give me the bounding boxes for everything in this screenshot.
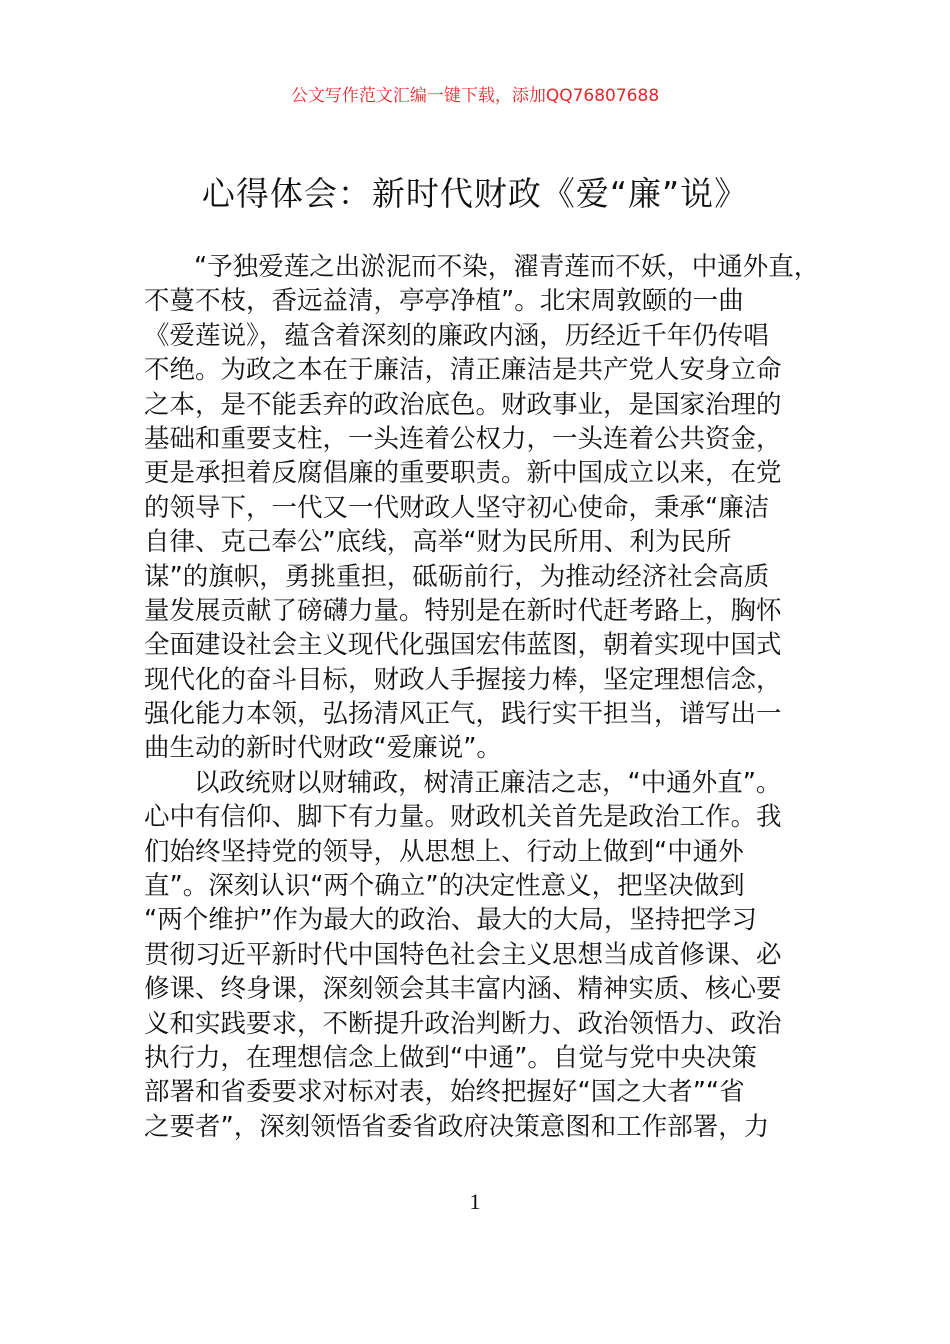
paragraph-1-line: 量发展贡献了磅礴力量。特别是在新时代赶考路上，胸怀 [144, 595, 782, 626]
paragraph-1-line: 基础和重要支柱，一头连着公权力，一头连着公共资金， [144, 423, 782, 454]
paragraph-1-line: 现代化的奋斗目标，财政人手握接力棒，坚定理想信念， [144, 664, 782, 695]
document-title: 心得体会：新时代财政《爱“廉”说》 [201, 174, 749, 213]
paragraph-2-line: 直”。深刻认识“两个确立”的决定性意义，把坚决做到 [144, 871, 745, 902]
document-body [144, 250, 834, 1144]
promo-banner: 公文写作范文汇编一键下载，添加QQ76807688 [290, 86, 660, 106]
paragraph-1-line: 不蔓不枝，香远益清，亭亭净植”。北宋周敦颐的一曲 [144, 286, 744, 317]
paragraph-2-line: 以政统财以财辅政，树清正廉洁之志，“中通外直”。 [194, 767, 782, 798]
paragraph-2-line: 们始终坚持党的领导，从思想上、行动上做到“中通外 [144, 836, 744, 867]
paragraph-1-line: 曲生动的新时代财政“爱廉说”。 [144, 733, 502, 764]
paragraph-2-line: 部署和省委要求对标对表，始终把握好“国之大者”“省 [144, 1077, 745, 1108]
paragraph-1-line: 谋”的旗帜，勇挑重担，砥砺前行，为推动经济社会高质 [144, 561, 770, 592]
paragraph-1-line: “予独爱莲之出淤泥而不染，濯青莲而不妖，中通外直， [194, 252, 820, 282]
paragraph-1-line: 不绝。为政之本在于廉洁，清正廉洁是共产党人安身立命 [144, 355, 782, 386]
paragraph-2-line: “两个维护”作为最大的政治、最大的大局，坚持把学习 [144, 905, 757, 936]
page-number: 1 [469, 1189, 481, 1214]
paragraph-2-line: 之要者”，深刻领悟省委省政府决策意图和工作部署，力 [144, 1111, 770, 1142]
paragraph-2-line: 义和实践要求，不断提升政治判断力、政治领悟力、政治 [144, 1008, 782, 1039]
paragraph-2-line: 修课、终身课，深刻领会其丰富内涵、精神实质、核心要 [144, 974, 782, 1005]
paragraph-2-line: 执行力，在理想信念上做到“中通”。自觉与党中央决策 [144, 1042, 757, 1073]
paragraph-1-line: 的领导下，一代又一代财政人坚守初心使命，秉承“廉洁 [144, 492, 770, 523]
paragraph-2-line: 贯彻习近平新时代中国特色社会主义思想当成首修课、必 [144, 939, 782, 970]
paragraph-1-line: 之本，是不能丢弃的政治底色。财政事业，是国家治理的 [144, 389, 782, 420]
paragraph-2-line: 心中有信仰、脚下有力量。财政机关首先是政治工作。我 [144, 802, 782, 833]
paragraph-1-line: 全面建设社会主义现代化强国宏伟蓝图，朝着实现中国式 [144, 630, 782, 661]
paragraph-1-line: 《爱莲说》，蕴含着深刻的廉政内涵，历经近千年仍传唱 [144, 320, 769, 351]
paragraph-1-line: 更是承担着反腐倡廉的重要职责。新中国成立以来，在党 [144, 458, 782, 489]
paragraph-1-line: 自律、克己奉公”底线，高举“财为民所用、利为民所 [144, 527, 732, 558]
paragraph-1-line: 强化能力本领，弘扬清风正气，践行实干担当，谱写出一 [144, 699, 782, 730]
